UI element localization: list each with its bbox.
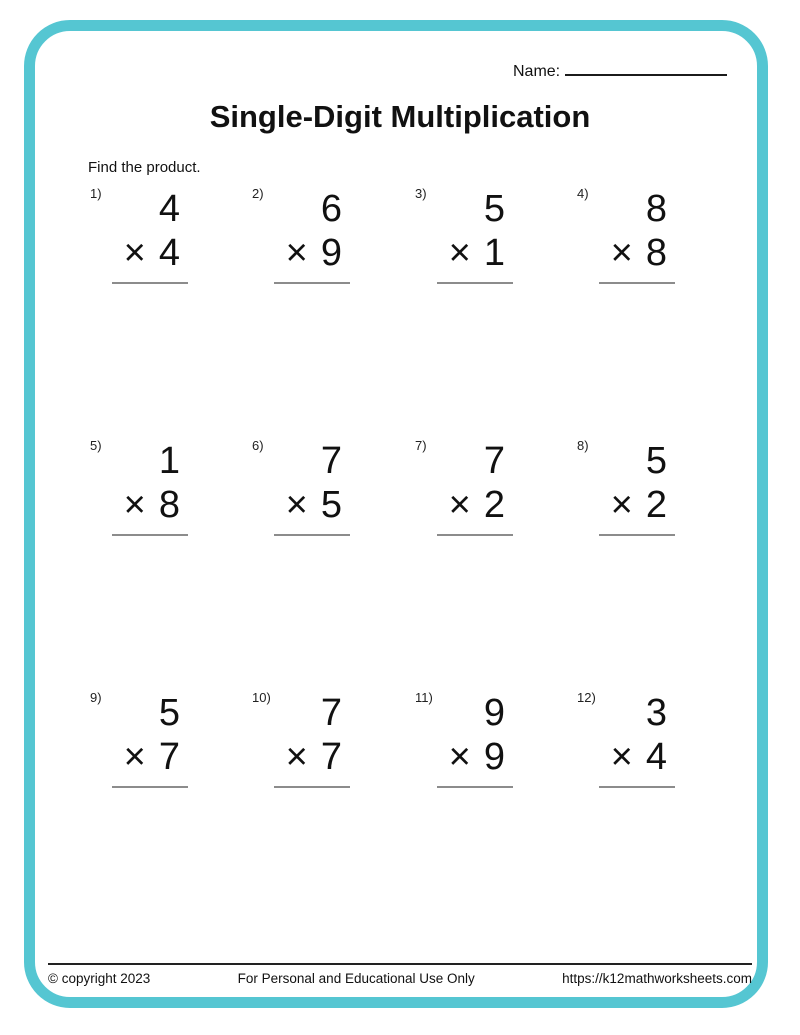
multiplicand: 7 <box>320 692 342 734</box>
multiplier: 2 <box>645 484 667 526</box>
multiplier: 7 <box>158 736 180 778</box>
problem-2 <box>252 186 350 292</box>
multiply-sign-icon: × <box>610 232 633 274</box>
problem-4 <box>577 186 675 292</box>
problem-number: 5) <box>90 438 102 453</box>
problem-11 <box>415 690 513 796</box>
problem-12 <box>577 690 675 796</box>
multiplicand: 4 <box>158 188 180 230</box>
answer-line[interactable] <box>437 534 513 536</box>
multiplier: 7 <box>320 736 342 778</box>
multiplier: 5 <box>320 484 342 526</box>
problem-number: 3) <box>415 186 427 201</box>
multiply-sign-icon: × <box>285 232 308 274</box>
answer-line[interactable] <box>274 282 350 284</box>
multiplicand: 1 <box>158 440 180 482</box>
problem-number: 11) <box>415 690 433 705</box>
multiplicand: 8 <box>645 188 667 230</box>
multiply-sign-icon: × <box>448 232 471 274</box>
multiplier: 1 <box>483 232 505 274</box>
answer-line[interactable] <box>112 282 188 284</box>
multiplier: 8 <box>158 484 180 526</box>
multiply-sign-icon: × <box>285 736 308 778</box>
multiplier: 9 <box>483 736 505 778</box>
multiplicand: 5 <box>158 692 180 734</box>
problem-number: 12) <box>577 690 596 705</box>
problem-9 <box>90 690 188 796</box>
name-input-line[interactable] <box>565 60 727 76</box>
problem-number: 10) <box>252 690 271 705</box>
multiply-sign-icon: × <box>123 736 146 778</box>
multiplicand: 7 <box>483 440 505 482</box>
problem-number: 2) <box>252 186 264 201</box>
multiply-sign-icon: × <box>123 484 146 526</box>
multiplicand: 7 <box>320 440 342 482</box>
problem-1 <box>90 186 188 292</box>
multiply-sign-icon: × <box>610 736 633 778</box>
multiplicand: 9 <box>483 692 505 734</box>
answer-line[interactable] <box>274 534 350 536</box>
footer-divider <box>48 963 752 965</box>
problem-7 <box>415 438 513 544</box>
multiplicand: 5 <box>483 188 505 230</box>
answer-line[interactable] <box>112 534 188 536</box>
problem-10 <box>252 690 350 796</box>
instruction-text: Find the product. <box>88 159 201 176</box>
multiply-sign-icon: × <box>448 484 471 526</box>
problem-5 <box>90 438 188 544</box>
multiplier: 4 <box>158 232 180 274</box>
answer-line[interactable] <box>437 786 513 788</box>
footer <box>48 971 752 986</box>
problem-8 <box>577 438 675 544</box>
answer-line[interactable] <box>599 534 675 536</box>
problem-number: 4) <box>577 186 589 201</box>
problem-number: 6) <box>252 438 264 453</box>
problem-number: 8) <box>577 438 589 453</box>
answer-line[interactable] <box>112 786 188 788</box>
problem-6 <box>252 438 350 544</box>
multiplier: 8 <box>645 232 667 274</box>
multiply-sign-icon: × <box>123 232 146 274</box>
footer-url[interactable]: https://k12mathworksheets.com <box>562 971 752 986</box>
multiplier: 4 <box>645 736 667 778</box>
problem-number: 9) <box>90 690 102 705</box>
multiplier: 2 <box>483 484 505 526</box>
problem-3 <box>415 186 513 292</box>
footer-usage: For Personal and Educational Use Only <box>237 971 475 986</box>
answer-line[interactable] <box>599 786 675 788</box>
multiplicand: 3 <box>645 692 667 734</box>
problem-number: 1) <box>90 186 102 201</box>
name-field-row <box>513 60 727 81</box>
page-title: Single-Digit Multiplication <box>209 99 591 134</box>
multiplicand: 5 <box>645 440 667 482</box>
multiply-sign-icon: × <box>285 484 308 526</box>
name-label: Name: <box>513 63 561 80</box>
answer-line[interactable] <box>274 786 350 788</box>
footer-copyright: © copyright 2023 <box>48 971 151 986</box>
multiplicand: 6 <box>320 188 342 230</box>
multiply-sign-icon: × <box>448 736 471 778</box>
answer-line[interactable] <box>437 282 513 284</box>
multiply-sign-icon: × <box>610 484 633 526</box>
multiplier: 9 <box>320 232 342 274</box>
problem-number: 7) <box>415 438 427 453</box>
answer-line[interactable] <box>599 282 675 284</box>
